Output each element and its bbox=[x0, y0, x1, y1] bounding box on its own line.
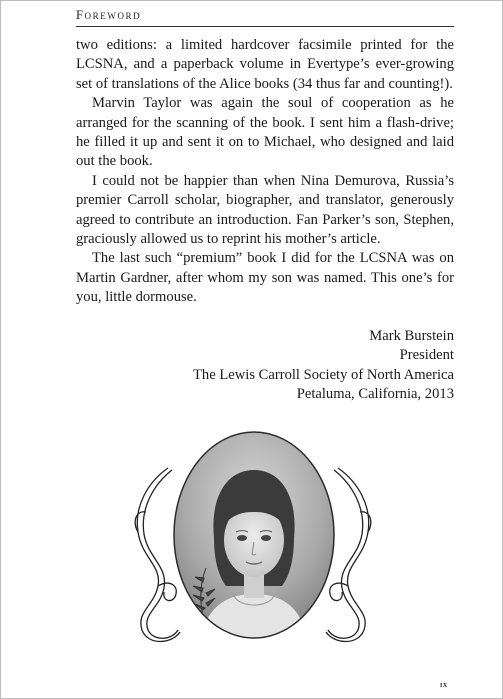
paragraph: I could not be happier than when Nina Demurova, Russia’s premier Carroll scholar, biographer, and translator, generously agreed to contribute an introduction. Fan Parker’s son, Stephen, graciously allowed us to reprint his mother’s article. bbox=[76, 172, 454, 248]
paragraph: Marvin Taylor was again the soul of cooperation as he arranged for the scanning of the book. I sent him a flash-drive; he filled it up and sent it on to Michael, who designed and laid out the book. bbox=[76, 95, 454, 170]
signature-place-date: Petaluma, California, 2013 bbox=[296, 386, 454, 403]
body-text bbox=[76, 36, 454, 308]
girl-portrait-image bbox=[170, 428, 338, 642]
signature-title: President bbox=[399, 347, 454, 364]
header-rule bbox=[76, 26, 454, 27]
page-number: ix bbox=[440, 679, 448, 689]
signature-name: Mark Burstein bbox=[369, 328, 454, 344]
paragraph: two editions: a limited hardcover facsimile printed for the LCSNA, and a paperback volume in Evertype’s ever-growing set of translations of the Alice books (34 thus far and counting!). bbox=[76, 37, 454, 92]
running-head: Foreword bbox=[76, 8, 142, 22]
paragraph: The last such “premium” book I did for the LCSNA was on Martin Gardner, after whom my son was named. This one’s for you, little dormouse. bbox=[76, 250, 454, 306]
signature-organization: The Lewis Carroll Society of North America bbox=[193, 366, 454, 383]
portrait-illustration bbox=[170, 428, 338, 642]
signature-block bbox=[193, 327, 454, 405]
